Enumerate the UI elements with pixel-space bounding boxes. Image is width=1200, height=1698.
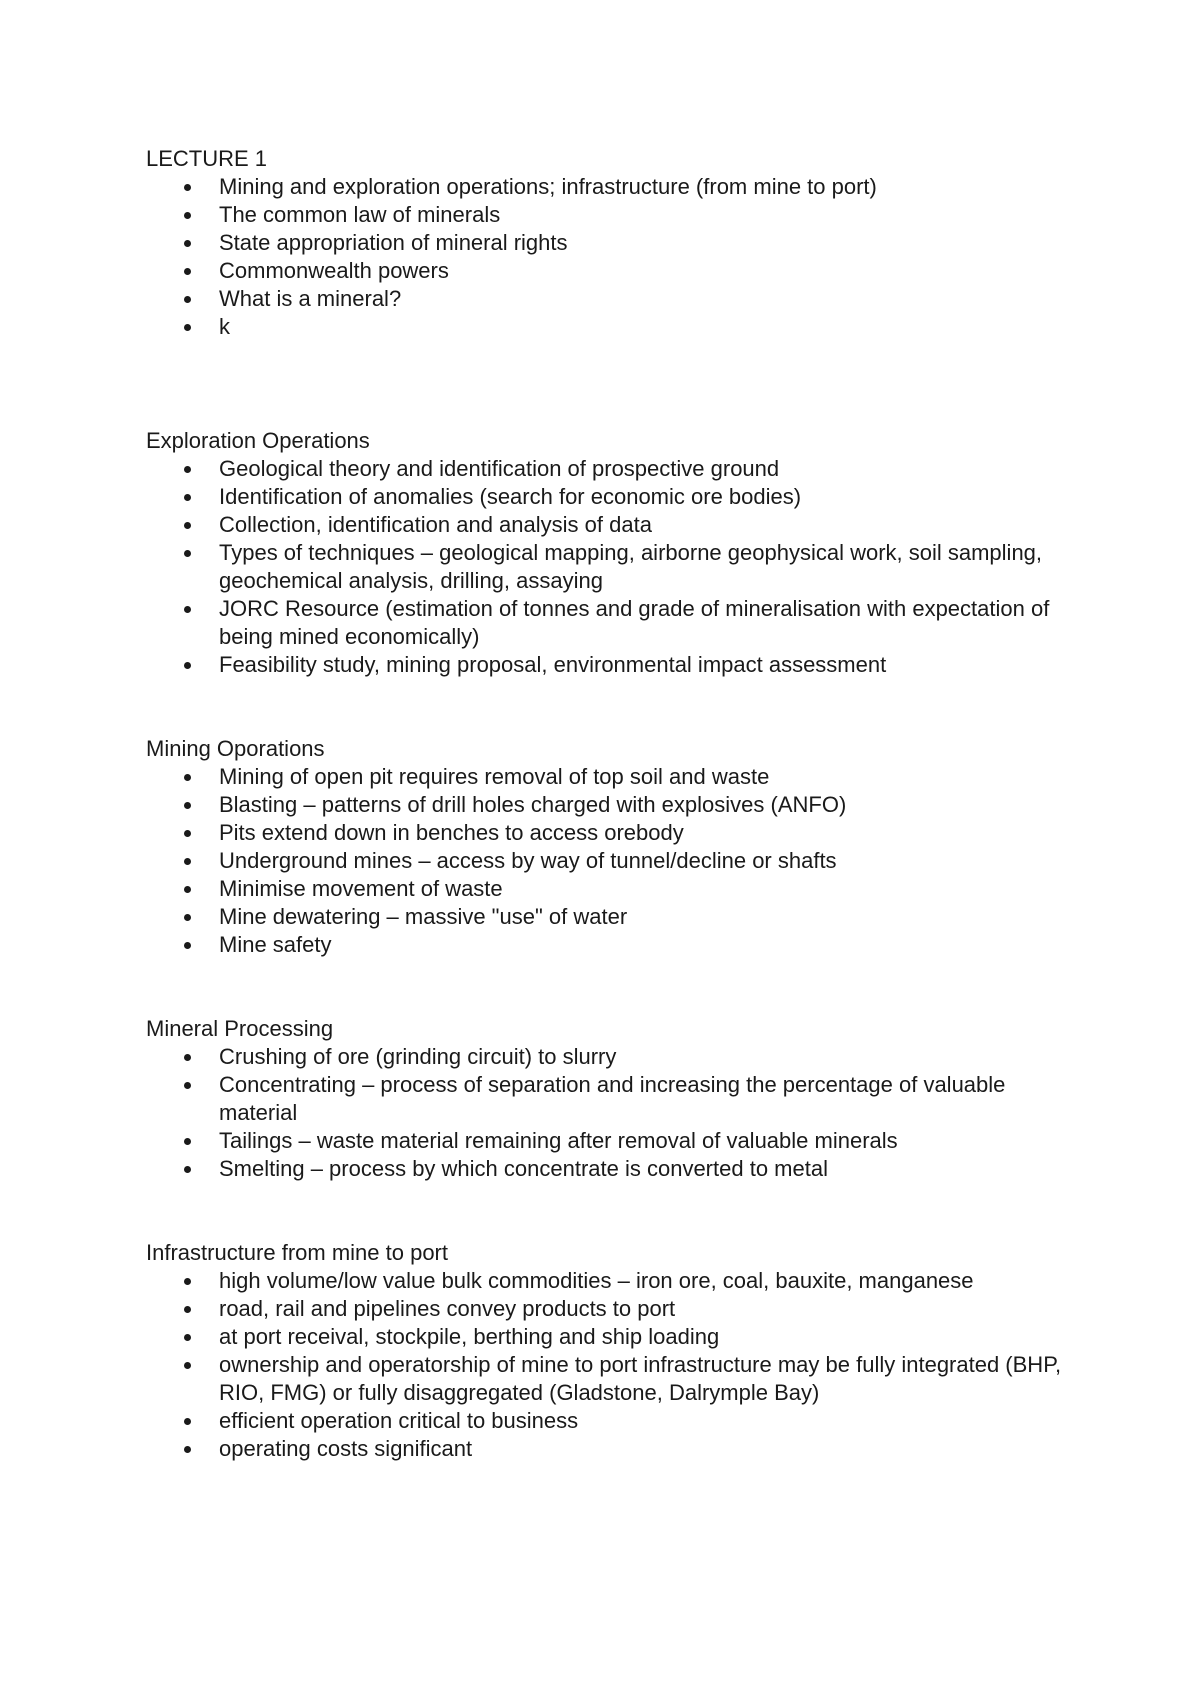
- list-item: Smelting – process by which concentrate is converted to metal: [146, 1155, 1076, 1183]
- exploration-list: [146, 455, 1076, 679]
- mining-list: [146, 763, 1076, 959]
- list-item: Tailings – waste material remaining after removal of valuable minerals: [146, 1127, 1076, 1155]
- infrastructure-section: [146, 1239, 1076, 1463]
- bullet-icon: [184, 466, 191, 473]
- list-item: Mine dewatering – massive "use" of water: [146, 903, 1076, 931]
- bullet-icon: [184, 830, 191, 837]
- mining-heading: Mining Oporations: [146, 736, 325, 761]
- bullet-icon: [184, 1166, 191, 1173]
- bullet-icon: [184, 212, 191, 219]
- bullet-icon: [184, 1306, 191, 1313]
- bullet-icon: [184, 858, 191, 865]
- list-item: efficient operation critical to business: [146, 1407, 1076, 1435]
- lecture-section: [146, 145, 1076, 341]
- lecture-topics-list: [146, 173, 1076, 313]
- list-item: Crushing of ore (grinding circuit) to slurry: [146, 1043, 1076, 1071]
- lecture-extra-list: [146, 313, 1076, 341]
- list-item: at port receival, stockpile, berthing and ship loading: [146, 1323, 1076, 1351]
- bullet-icon: [184, 886, 191, 893]
- bullet-icon: [184, 1446, 191, 1453]
- list-item: Commonwealth powers: [146, 257, 1076, 285]
- list-item: k: [146, 313, 1076, 341]
- bullet-icon: [184, 1418, 191, 1425]
- bullet-icon: [184, 550, 191, 557]
- bullet-icon: [184, 296, 191, 303]
- lecture-title: LECTURE 1: [146, 146, 268, 171]
- list-item: Types of techniques – geological mapping, airborne geophysical work, soil sampling, geochemical analysis, drilling, assaying: [146, 539, 1076, 595]
- list-item: Geological theory and identification of prospective ground: [146, 455, 1076, 483]
- list-item: Pits extend down in benches to access orebody: [146, 819, 1076, 847]
- bullet-icon: [184, 494, 191, 501]
- bullet-icon: [184, 1054, 191, 1061]
- bullet-icon: [184, 1082, 191, 1089]
- bullet-icon: [184, 1138, 191, 1145]
- bullet-icon: [184, 662, 191, 669]
- bullet-icon: [184, 942, 191, 949]
- bullet-icon: [184, 522, 191, 529]
- mining-section: [146, 735, 1076, 959]
- list-item: Feasibility study, mining proposal, environmental impact assessment: [146, 651, 1076, 679]
- list-item: Collection, identification and analysis of data: [146, 511, 1076, 539]
- list-item: Concentrating – process of separation and increasing the percentage of valuable material: [146, 1071, 1076, 1127]
- list-item: Mine safety: [146, 931, 1076, 959]
- bullet-icon: [184, 606, 191, 613]
- bullet-icon: [184, 324, 191, 331]
- infrastructure-heading: Infrastructure from mine to port: [146, 1240, 448, 1265]
- bullet-icon: [184, 240, 191, 247]
- list-item: Minimise movement of waste: [146, 875, 1076, 903]
- list-item: Mining and exploration operations; infrastructure (from mine to port): [146, 173, 1076, 201]
- bullet-icon: [184, 914, 191, 921]
- processing-section: [146, 1015, 1076, 1183]
- exploration-section: [146, 427, 1076, 679]
- list-item: Blasting – patterns of drill holes charged with explosives (ANFO): [146, 791, 1076, 819]
- list-item: What is a mineral?: [146, 285, 1076, 313]
- list-item: Mining of open pit requires removal of top soil and waste: [146, 763, 1076, 791]
- processing-heading: Mineral Processing: [146, 1016, 334, 1041]
- list-item: road, rail and pipelines convey products to port: [146, 1295, 1076, 1323]
- exploration-heading: Exploration Operations: [146, 428, 370, 453]
- list-item: The common law of minerals: [146, 201, 1076, 229]
- list-item: operating costs significant: [146, 1435, 1076, 1463]
- list-item: JORC Resource (estimation of tonnes and grade of mineralisation with expectation of being mined economically): [146, 595, 1076, 651]
- list-item: Underground mines – access by way of tunnel/decline or shafts: [146, 847, 1076, 875]
- list-item: State appropriation of mineral rights: [146, 229, 1076, 257]
- bullet-icon: [184, 1334, 191, 1341]
- bullet-icon: [184, 774, 191, 781]
- bullet-icon: [184, 1278, 191, 1285]
- list-item: high volume/low value bulk commodities – iron ore, coal, bauxite, manganese: [146, 1267, 1076, 1295]
- infrastructure-list: [146, 1267, 1076, 1463]
- bullet-icon: [184, 802, 191, 809]
- bullet-icon: [184, 268, 191, 275]
- bullet-icon: [184, 184, 191, 191]
- bullet-icon: [184, 1362, 191, 1369]
- list-item: Identification of anomalies (search for economic ore bodies): [146, 483, 1076, 511]
- list-item: ownership and operatorship of mine to port infrastructure may be fully integrated (BHP, RIO, FMG) or fully disaggregated (Gladstone, Dalrymple Bay): [146, 1351, 1076, 1407]
- processing-list: [146, 1043, 1076, 1183]
